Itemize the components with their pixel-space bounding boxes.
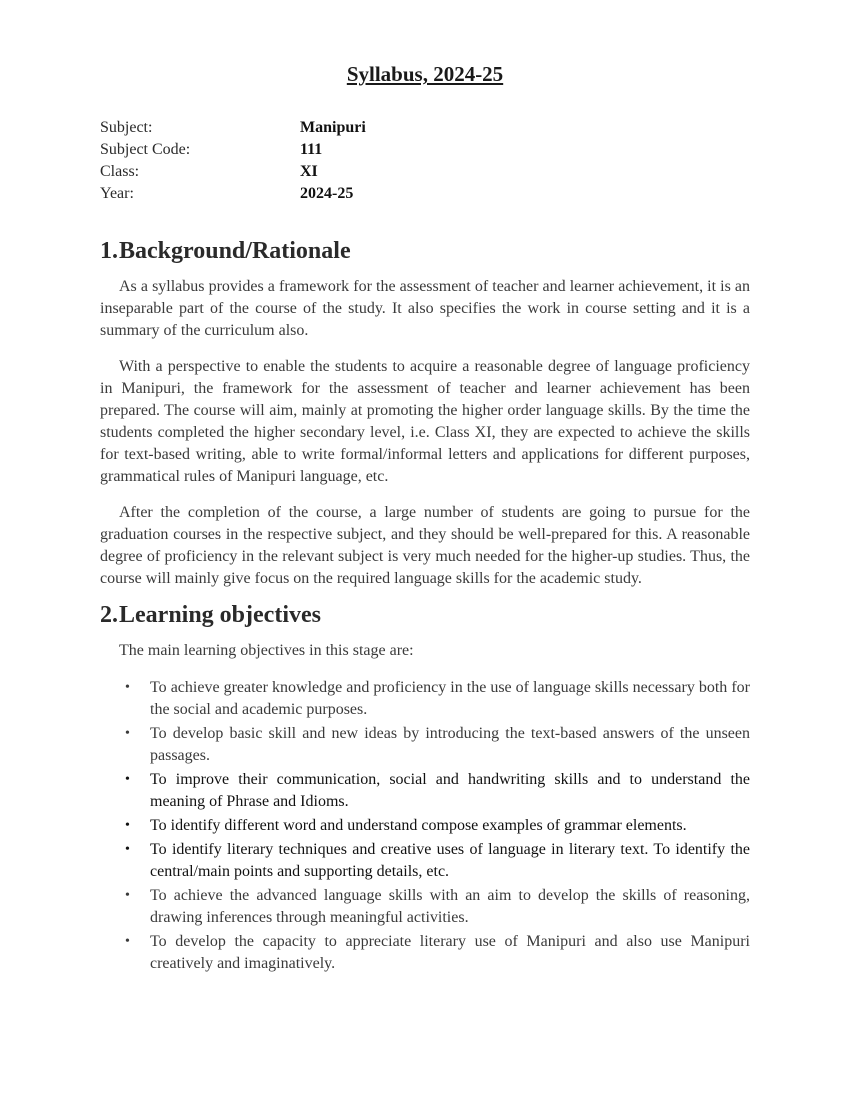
meta-label: Class:: [100, 163, 140, 180]
bullet-icon: •: [125, 726, 130, 741]
list-item-text: To achieve the advanced language skills with an aim to develop the skills of reasoning, drawing inferences through meaningful activities.: [150, 887, 750, 926]
section-number: 1.: [100, 238, 118, 264]
list-item: [100, 839, 750, 883]
list-item: [100, 723, 750, 767]
list-item-text: To identify literary techniques and creative uses of language in literary text. To identify the central/main points and supporting details, etc.: [150, 841, 750, 880]
meta-label: Year:: [100, 185, 134, 202]
meta-value: 111: [300, 141, 323, 158]
paragraph: As a syllabus provides a framework for the assessment of teacher and learner achievement, it is an inseparable part of the course of the study. It also specifies the work in course setting and it is a summary of the curriculum also.: [100, 278, 750, 339]
subject-details: [100, 117, 366, 205]
meta-row-subject: [100, 117, 366, 139]
bullet-icon: •: [125, 818, 130, 833]
list-item-text: To develop basic skill and new ideas by introducing the text-based answers of the unseen passages.: [150, 725, 750, 764]
bullet-icon: •: [125, 888, 130, 903]
list-item: [100, 885, 750, 929]
list-item: [100, 931, 750, 975]
list-item-text: To develop the capacity to appreciate literary use of Manipuri and also use Manipuri creatively and imaginatively.: [150, 933, 750, 972]
bullet-icon: •: [125, 680, 130, 695]
meta-label: Subject Code:: [100, 141, 191, 158]
meta-value: XI: [300, 163, 318, 180]
list-item-text: To improve their communication, social and handwriting skills and to understand the meaning of Phrase and Idioms.: [150, 771, 750, 810]
list-item: [100, 769, 750, 813]
page-title: Syllabus, 2024-25: [346, 62, 504, 86]
list-item: [100, 677, 750, 721]
meta-label: Subject:: [100, 119, 153, 136]
meta-value: Manipuri: [300, 119, 366, 136]
section-title: Background/Rationale: [119, 238, 351, 264]
bullet-icon: •: [125, 772, 130, 787]
list-item: [100, 815, 750, 837]
list-item-text: To achieve greater knowledge and proficiency in the use of language skills necessary both for the social and academic purposes.: [150, 679, 750, 718]
list-item-text: To identify different word and understand compose examples of grammar elements.: [150, 817, 687, 834]
document-body: [100, 240, 750, 977]
bullet-icon: •: [125, 842, 130, 857]
meta-row-subject-code: [100, 139, 366, 161]
section-number: 2.: [100, 602, 118, 628]
bullet-icon: •: [125, 934, 130, 949]
meta-row-year: [100, 183, 366, 205]
section-heading-background: [100, 240, 750, 262]
meta-row-class: [100, 161, 366, 183]
meta-value: 2024-25: [300, 185, 354, 202]
section-heading-learning-objectives: [100, 604, 750, 626]
objectives-intro: The main learning objectives in this stage are:: [119, 642, 414, 659]
section-title: Learning objectives: [119, 602, 321, 628]
paragraph: With a perspective to enable the students to acquire a reasonable degree of language proficiency in Manipuri, the framework for the assessment of teacher and learner achievement has been prepared. The course will aim, mainly at promoting the higher order language skills. By the time the students completed the higher secondary level, i.e. Class XI, they are expected to achieve the skills for text-based writing, able to write formal/informal letters and applications for different purposes, grammatical rules of Manipuri language, etc.: [100, 358, 750, 485]
paragraph: After the completion of the course, a large number of students are going to pursue for the graduation courses in the respective subject, and they should be well-prepared for this. A reasonable degree of proficiency in the relevant subject is very much needed for the higher-up studies. Thus, the course will mainly give focus on the required language skills for the academic study.: [100, 504, 750, 587]
objectives-list: [100, 677, 750, 975]
